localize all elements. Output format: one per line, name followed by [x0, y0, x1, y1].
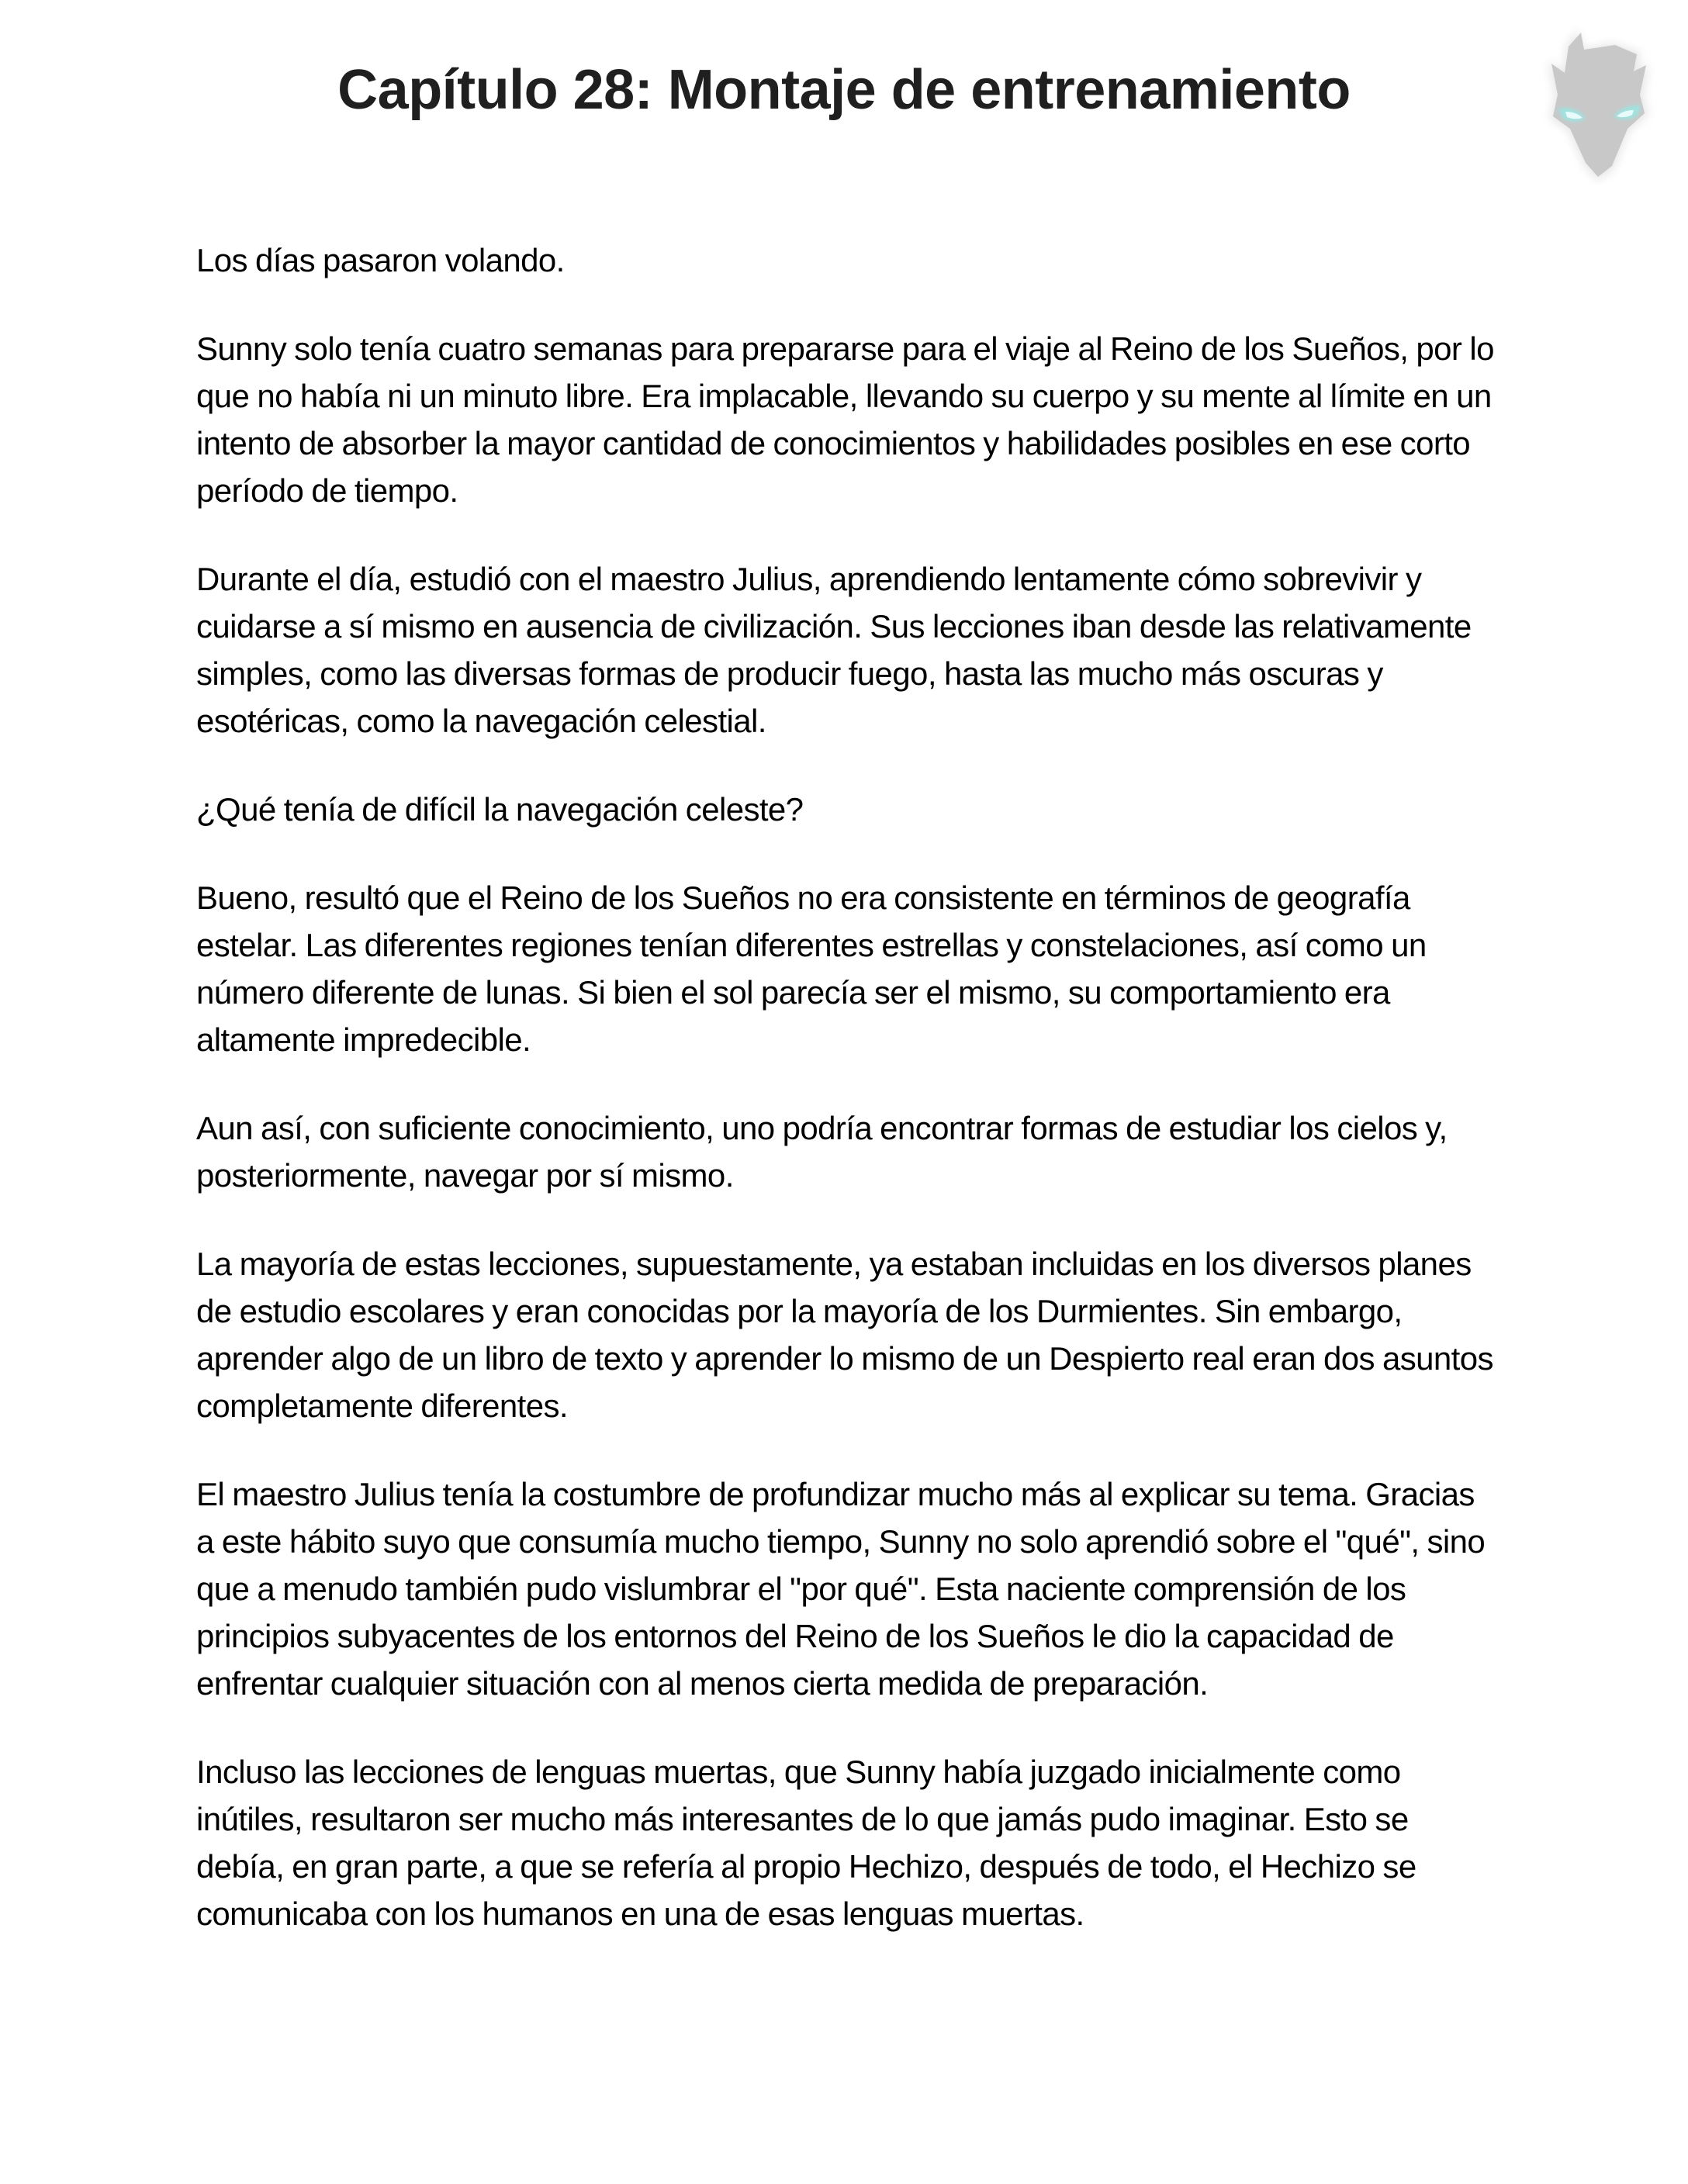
paragraph: Sunny solo tenía cuatro semanas para prepararse para el viaje al Reino de los Sueños, por lo que no había ni un minuto libre. Era implacable, llevando su cuerpo y su mente al límite en un intento de absorber la mayor cantidad de conocimientos y habilidades posibles en ese corto período de tiempo. — [196, 330, 1494, 509]
page-title: Capítulo 28: Montaje de entrenamiento — [337, 59, 1351, 121]
paragraph: El maestro Julius tenía la costumbre de profundizar mucho más al explicar su tema. Gracias a este hábito suyo que consumía mucho tiempo, Sunny no solo aprendió sobre el "qué", sino que a menudo también pudo vislumbrar el "por qué". Esta naciente comprensión de los principios subyacentes de los entornos del Reino de los Sueños le dio la capacidad de enfrentar cualquier situación con al menos cierta medida de preparación. — [196, 1476, 1486, 1702]
paragraph: ¿Qué tenía de difícil la navegación celeste? — [196, 791, 804, 828]
paragraph: Bueno, resultó que el Reino de los Sueños no era consistente en términos de geografía estelar. Las diferentes regiones tenían diferentes estrellas y constelaciones, así como un número diferente de lunas. Si bien el sol parecía ser el mismo, su comportamiento era altamente impredecible. — [196, 879, 1427, 1058]
logo-graphic — [1520, 14, 1676, 185]
paragraph: Aun así, con suficiente conocimiento, uno podría encontrar formas de estudiar los cielos y, posteriormente, navegar por sí mismo. — [196, 1110, 1448, 1194]
paragraph: La mayoría de estas lecciones, supuestamente, ya estaban incluidas en los diversos planes de estudio escolares y eran conocidas por la mayoría de los Durmientes. Sin embargo, aprender algo de un libro de texto y aprender lo mismo de un Despierto real eran dos asuntos completamente diferentes. — [196, 1246, 1493, 1424]
chapter-body — [196, 237, 1499, 1978]
paragraph: Durante el día, estudió con el maestro Julius, aprendiendo lentamente cómo sobrevivir y cuidarse a sí mismo en ausencia de civilización. Sus lecciones iban desde las relativamente simples, como las diversas formas de producir fuego, hasta las mucho más oscuras y esotéricas, como la navegación celestial. — [196, 561, 1472, 739]
hooded-demon-face-icon — [1520, 14, 1676, 185]
paragraph: Incluso las lecciones de lenguas muertas, que Sunny había juzgado inicialmente como inútiles, resultaron ser mucho más interesantes de lo que jamás pudo imaginar. Esto se debía, en gran parte, a que se refería al propio Hechizo, después de todo, el Hechizo se comunicaba con los humanos en una de esas lenguas muertas. — [196, 1754, 1416, 1932]
paragraph: Los días pasaron volando. — [196, 242, 565, 278]
